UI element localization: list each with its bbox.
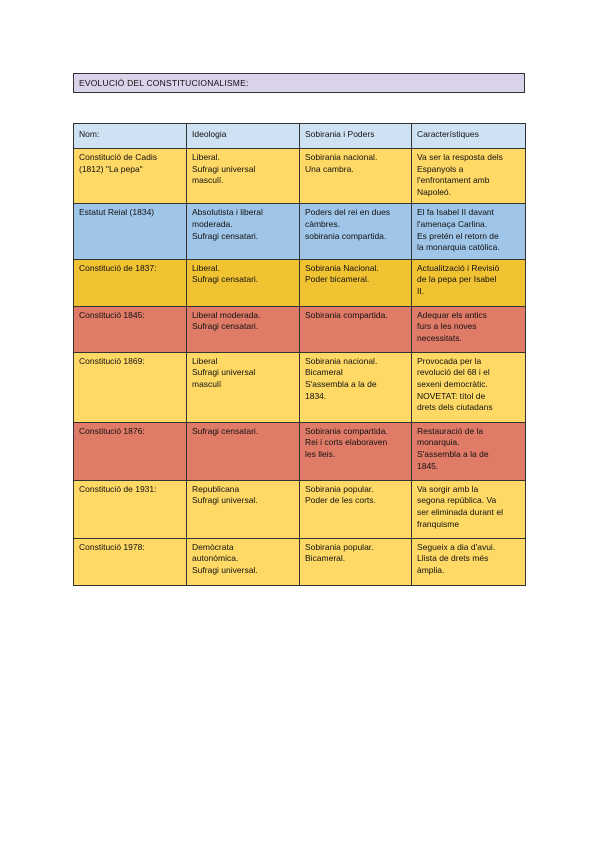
cell-text-line: Sufragi censatari.	[192, 274, 259, 285]
cell-text-line: Sufragi universal	[192, 367, 256, 378]
sobirania-cell	[300, 259, 412, 306]
cell-text-line: Segueix a dia d'avui.	[417, 541, 496, 552]
sobirania-cell	[300, 352, 412, 422]
cell-text-line: Constitució 1869:	[79, 355, 145, 366]
cell-text-line: Liberal.	[192, 262, 220, 273]
cell-text-line: Napoleó.	[417, 186, 452, 197]
nom-cell	[74, 204, 187, 259]
ideologia-cell	[187, 538, 300, 585]
cell-text-line: Sufragi censatari.	[192, 321, 259, 332]
cell-text-line: monarquia.	[417, 437, 460, 448]
cell-text-line: Sobirania popular.	[305, 483, 374, 494]
cell-text-line: Sufragi universal.	[192, 495, 258, 506]
cell-text-line: Constitució de 1931:	[79, 483, 157, 494]
cell-text-line: Sufragi censatari.	[192, 230, 259, 241]
cell-text-line: l'enfrontament amb	[417, 175, 490, 186]
cell-text-line: Sobirania nacional.	[305, 355, 378, 366]
cell-text-line: Restauració de la	[417, 425, 484, 436]
ideologia-cell	[187, 306, 300, 352]
cell-text-line: Sobirania nacional.	[305, 152, 378, 162]
cell-text-line: Adequar els antics	[417, 309, 487, 320]
cell-text-line: les lleis.	[305, 448, 336, 459]
cell-text-line: sobirania compartida.	[305, 230, 387, 241]
cell-text-line: Sobirania compartida.	[305, 425, 388, 436]
caracteristiques-cell	[412, 149, 526, 204]
header-sobirania: Sobirania i Poders	[300, 124, 412, 149]
sobirania-cell	[300, 204, 412, 259]
caracteristiques-cell	[412, 204, 526, 259]
cell-text-line: àmplia.	[417, 564, 445, 575]
cell-text-line: Poders del rei en dues	[305, 207, 391, 218]
table-header-row	[74, 124, 526, 149]
nom-cell	[74, 259, 187, 306]
cell-text-line: NOVETAT: títol de	[417, 390, 486, 401]
cell-text-line: Constitució de 1837:	[79, 262, 157, 273]
cell-text-line: S'assembla a la de	[305, 378, 377, 389]
cell-text-line: Constitució 1845:	[79, 309, 145, 320]
cell-text-line: Liberal.	[192, 152, 220, 162]
cell-text-line: revolució del 68 i el	[417, 367, 490, 378]
header-nom: Nom:	[74, 124, 187, 149]
table-row	[74, 352, 526, 422]
cell-text-line: S'assembla a la de	[417, 448, 489, 459]
nom-cell	[74, 352, 187, 422]
cell-text-line: l'amenaça Carlina.	[417, 218, 488, 229]
cell-text-line: la monarquia catòlica.	[417, 242, 500, 253]
caracteristiques-cell	[412, 422, 526, 480]
cell-text-line: Liberal	[192, 355, 218, 366]
cell-text-line: Una cambra.	[305, 163, 354, 174]
ideologia-cell	[187, 204, 300, 259]
cell-text-line: 1845.	[417, 460, 439, 471]
cell-text-line: Demòcrata	[192, 541, 234, 552]
caracteristiques-cell	[412, 259, 526, 306]
cell-text-line: Es pretén el retorn de	[417, 230, 499, 241]
sobirania-cell	[300, 480, 412, 538]
cell-text-line: autonòmica.	[192, 553, 239, 564]
cell-text-line: masculí	[192, 378, 222, 389]
table-row	[74, 480, 526, 538]
caracteristiques-cell	[412, 480, 526, 538]
nom-cell	[74, 422, 187, 480]
cell-text-line: Absolutista i liberal	[192, 207, 263, 218]
sobirania-cell	[300, 306, 412, 352]
cell-text-line: furs a les noves	[417, 321, 477, 332]
header-ideologia: Ideologia	[187, 124, 300, 149]
cell-text-line: Sufragi universal	[192, 163, 256, 174]
table-row	[74, 204, 526, 259]
table-row	[74, 538, 526, 585]
cell-text-line: Sobirania compartida.	[305, 309, 388, 320]
cell-text-line: Actualització i Revisió	[417, 262, 500, 273]
nom-cell	[74, 480, 187, 538]
sobirania-cell	[300, 149, 412, 204]
cell-text-line: Sobirania popular.	[305, 541, 374, 552]
cell-text-line: El fa Isabel II davant	[417, 207, 495, 218]
table-row	[74, 149, 526, 204]
cell-text-line: Va sorgir amb la	[417, 483, 479, 494]
nom-cell	[74, 149, 187, 204]
cell-text-line: Republicana	[192, 483, 240, 494]
caracteristiques-cell	[412, 306, 526, 352]
ideologia-cell	[187, 480, 300, 538]
cell-text-line: Liberal moderada.	[192, 309, 261, 320]
cell-text-line: Poder bicameral.	[305, 274, 370, 285]
constitutions-table	[73, 123, 526, 586]
cell-text-line: ser eliminada durant el	[417, 506, 503, 517]
caracteristiques-cell	[412, 538, 526, 585]
table-row	[74, 306, 526, 352]
cell-text-line: II.	[417, 285, 425, 296]
cell-text-line: Constitució de Cadis	[79, 152, 157, 162]
cell-text-line: necessitats.	[417, 332, 462, 343]
header-caracteristiques: Característiques	[412, 124, 526, 149]
ideologia-cell	[187, 259, 300, 306]
cell-text-line: moderada.	[192, 218, 233, 229]
cell-text-line: segona república. Va	[417, 495, 497, 506]
ideologia-cell	[187, 422, 300, 480]
cell-text-line: 1834.	[305, 390, 327, 401]
cell-text-line: Espanyols a	[417, 163, 464, 174]
cell-text-line: Bicameral.	[305, 553, 346, 564]
cell-text-line: Sufragi universal.	[192, 564, 258, 575]
cell-text-line: Llista de drets més	[417, 553, 489, 564]
cell-text-line: Poder de les corts.	[305, 495, 376, 506]
cell-text-line: drets dels ciutadans	[417, 402, 493, 413]
page-title: EVOLUCIÓ DEL CONSTITUCIONALISME:	[73, 73, 525, 93]
cell-text-line: franquisme	[417, 518, 460, 529]
cell-text-line: càmbres.	[305, 218, 340, 229]
sobirania-cell	[300, 422, 412, 480]
table-row	[74, 422, 526, 480]
cell-text-line: Sobirania Nacional.	[305, 262, 379, 273]
cell-text-line: Sufragi censatari.	[192, 425, 259, 436]
cell-text-line: sexeni democràtic.	[417, 378, 488, 389]
sobirania-cell	[300, 538, 412, 585]
caracteristiques-cell	[412, 352, 526, 422]
nom-cell	[74, 306, 187, 352]
cell-text-line: Constitució 1876:	[79, 425, 145, 436]
cell-text-line: (1812) "La pepa"	[79, 163, 143, 174]
cell-text-line: Provocada per la	[417, 355, 482, 366]
nom-cell	[74, 538, 187, 585]
ideologia-cell	[187, 352, 300, 422]
table-row	[74, 259, 526, 306]
cell-text-line: masculí.	[192, 175, 224, 186]
cell-text-line: Estatut Reial (1834)	[79, 207, 155, 218]
ideologia-cell	[187, 149, 300, 204]
cell-text-line: Constitució 1978:	[79, 541, 145, 552]
cell-text-line: Bicameral	[305, 367, 343, 378]
cell-text-line: Rei i corts elaboraven	[305, 437, 388, 448]
cell-text-line: de la pepa per Isabel	[417, 274, 497, 285]
cell-text-line: Va ser la resposta dels	[417, 152, 503, 162]
